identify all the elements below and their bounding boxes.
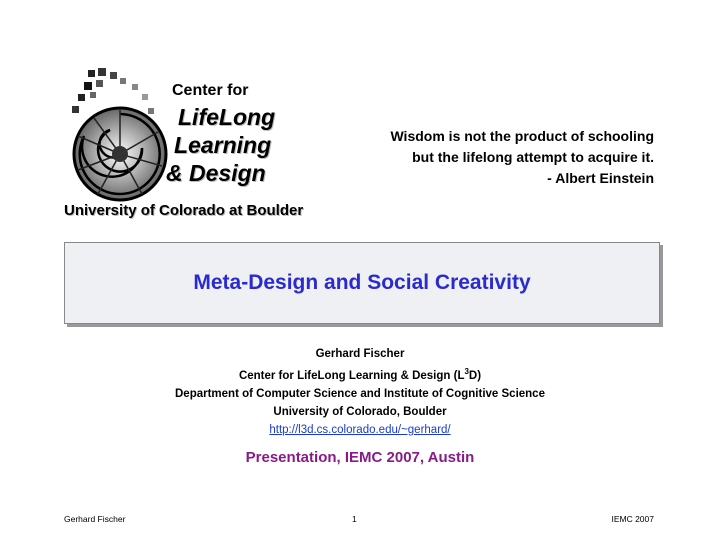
author-university: University of Colorado, Boulder bbox=[273, 405, 447, 418]
logo-lifelong: LifeLong bbox=[178, 104, 276, 130]
logo-design: & Design bbox=[166, 160, 266, 186]
quote-line-2: but the lifelong attempt to acquire it. bbox=[412, 149, 654, 165]
logo-center-for: Center for bbox=[172, 82, 249, 99]
author-homepage-link[interactable]: http://l3d.cs.colorado.edu/~gerhard/ bbox=[269, 423, 451, 436]
nautilus-shell-icon bbox=[62, 66, 182, 206]
author-block bbox=[0, 345, 720, 439]
author-name: Gerhard Fischer bbox=[315, 348, 405, 360]
presentation-venue: Presentation, IEMC 2007, Austin bbox=[245, 449, 475, 466]
quote-line-1: Wisdom is not the product of schooling bbox=[390, 128, 654, 144]
logo-university: University of Colorado at Boulder bbox=[64, 202, 304, 219]
footer-page-number: 1 bbox=[352, 514, 357, 524]
footer-author: Gerhard Fischer bbox=[64, 514, 126, 524]
l3d-logo bbox=[62, 66, 318, 224]
footer-event: IEMC 2007 bbox=[611, 514, 654, 524]
logo-learning: Learning bbox=[174, 132, 272, 158]
author-department: Department of Computer Science and Institute of Cognitive Science bbox=[175, 387, 545, 400]
title-box bbox=[64, 242, 660, 324]
einstein-quote bbox=[390, 126, 654, 189]
page-title: Meta-Design and Social Creativity bbox=[193, 271, 531, 294]
author-center: Center for LifeLong Learning & Design $(L^3D)$ bbox=[238, 367, 482, 382]
quote-attribution: - Albert Einstein bbox=[547, 170, 654, 186]
